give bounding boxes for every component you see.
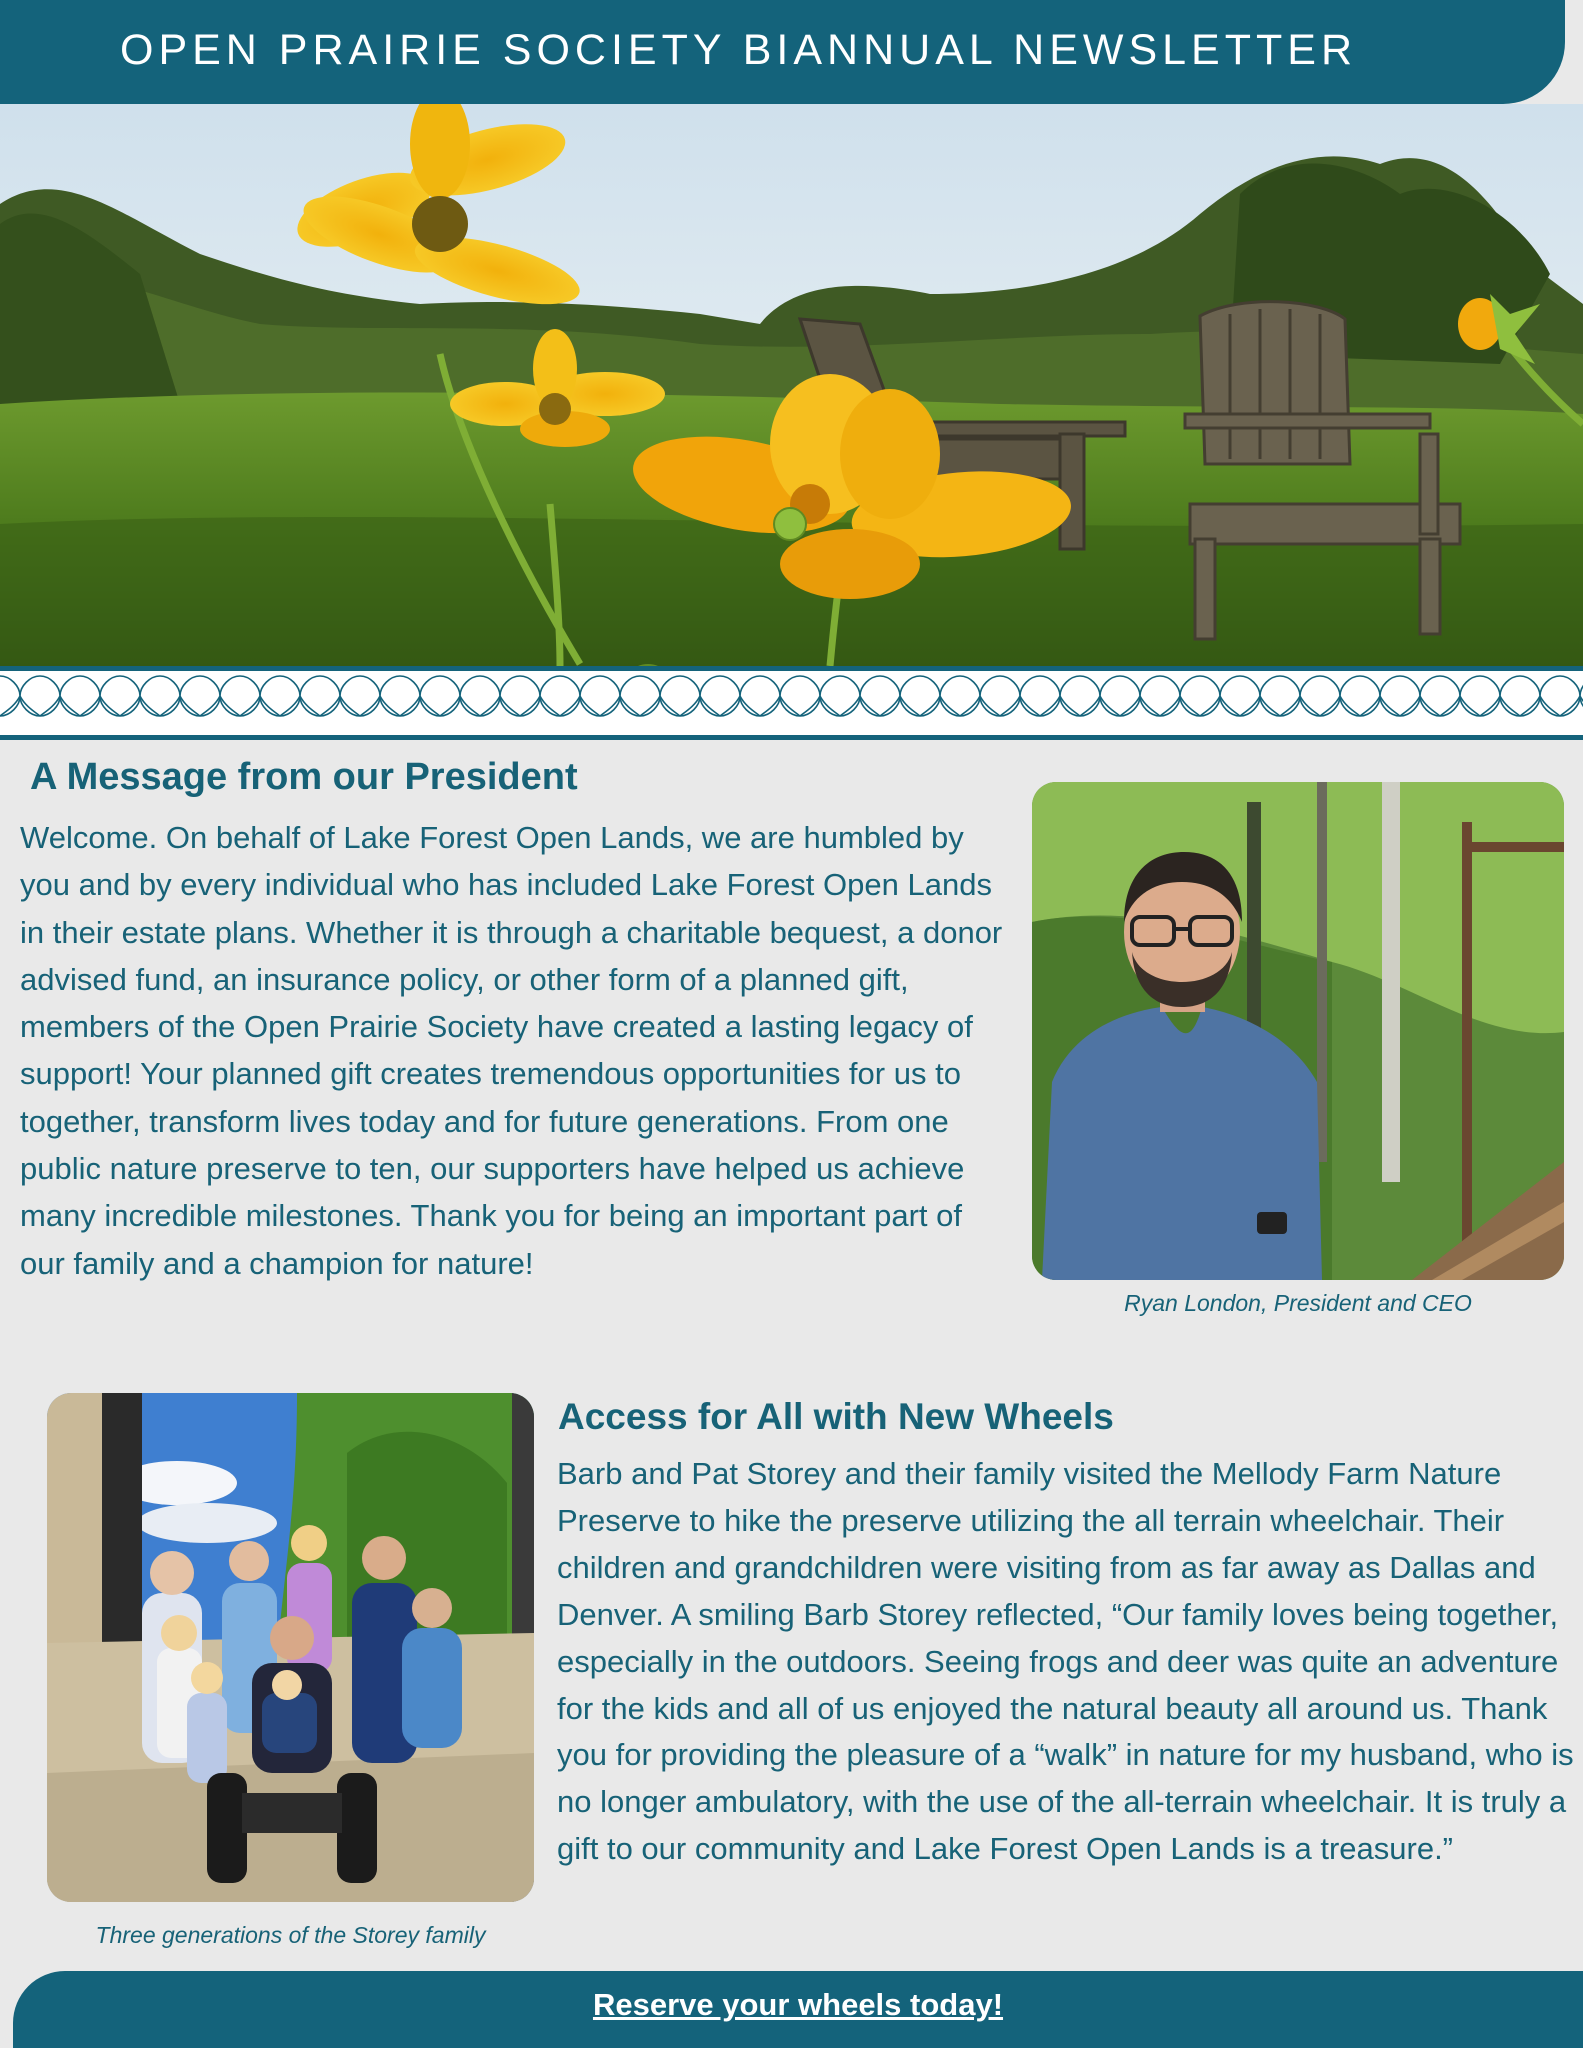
access-article-body: Barb and Pat Storey and their family visited the Mellody Farm Nature Preserve to hike the preserve utilizing the all terrain wheelchair. Their children and grandchildren were visiting from as far away as Dallas and Denver. A smiling Barb Storey reflected, “Our family loves being together, especially in the outdoors. Seeing frogs and deer was quite an adventure for the kids and all of us enjoyed the natural beauty all around us. Thank you for providing the pleasure of a “walk” in nature for my husband, who is no longer ambulatory, with the use of the all-terrain wheelchair. It is truly a gift to our community and Lake Forest Open Lands is a treasure.” [557, 1456, 1574, 1867]
newsletter-header-banner [0, 0, 1565, 104]
reserve-wheels-link[interactable]: Reserve your wheels today! [592, 1987, 1004, 2022]
access-article-heading: Access for All with New Wheels [558, 1396, 1114, 1437]
president-message-body: Welcome. On behalf of Lake Forest Open Lands, we are humbled by you and by every individual who has included Lake Forest Open Lands in their estate plans. Whether it is through a charitable bequest, a donor advised fund, an insurance policy, or other form of a planned gift, members of the Open Prairie Society have created a lasting legacy of support! Your planned gift creates tremendous opportunities for us to together, transform lives today and for future generations. From one public nature preserve to ten, our supporters have helped us achieve many incredible milestones. Thank you for being an important part of our family and a champion for nature! [20, 820, 1003, 1281]
storey-family-photo-caption: Three generations of the Storey family [95, 1922, 486, 1948]
decorative-pattern-band [0, 666, 1583, 740]
president-message-heading: A Message from our President [30, 756, 578, 798]
newsletter-title: OPEN PRAIRIE SOCIETY BIANNUAL NEWSLETTER [120, 26, 1357, 74]
hero-prairie-photo [0, 104, 1583, 666]
storey-family-photo [47, 1393, 534, 1902]
footer-banner [13, 1971, 1583, 2048]
president-portrait-photo [1032, 782, 1564, 1280]
president-photo-caption: Ryan London, President and CEO [1124, 1290, 1472, 1316]
